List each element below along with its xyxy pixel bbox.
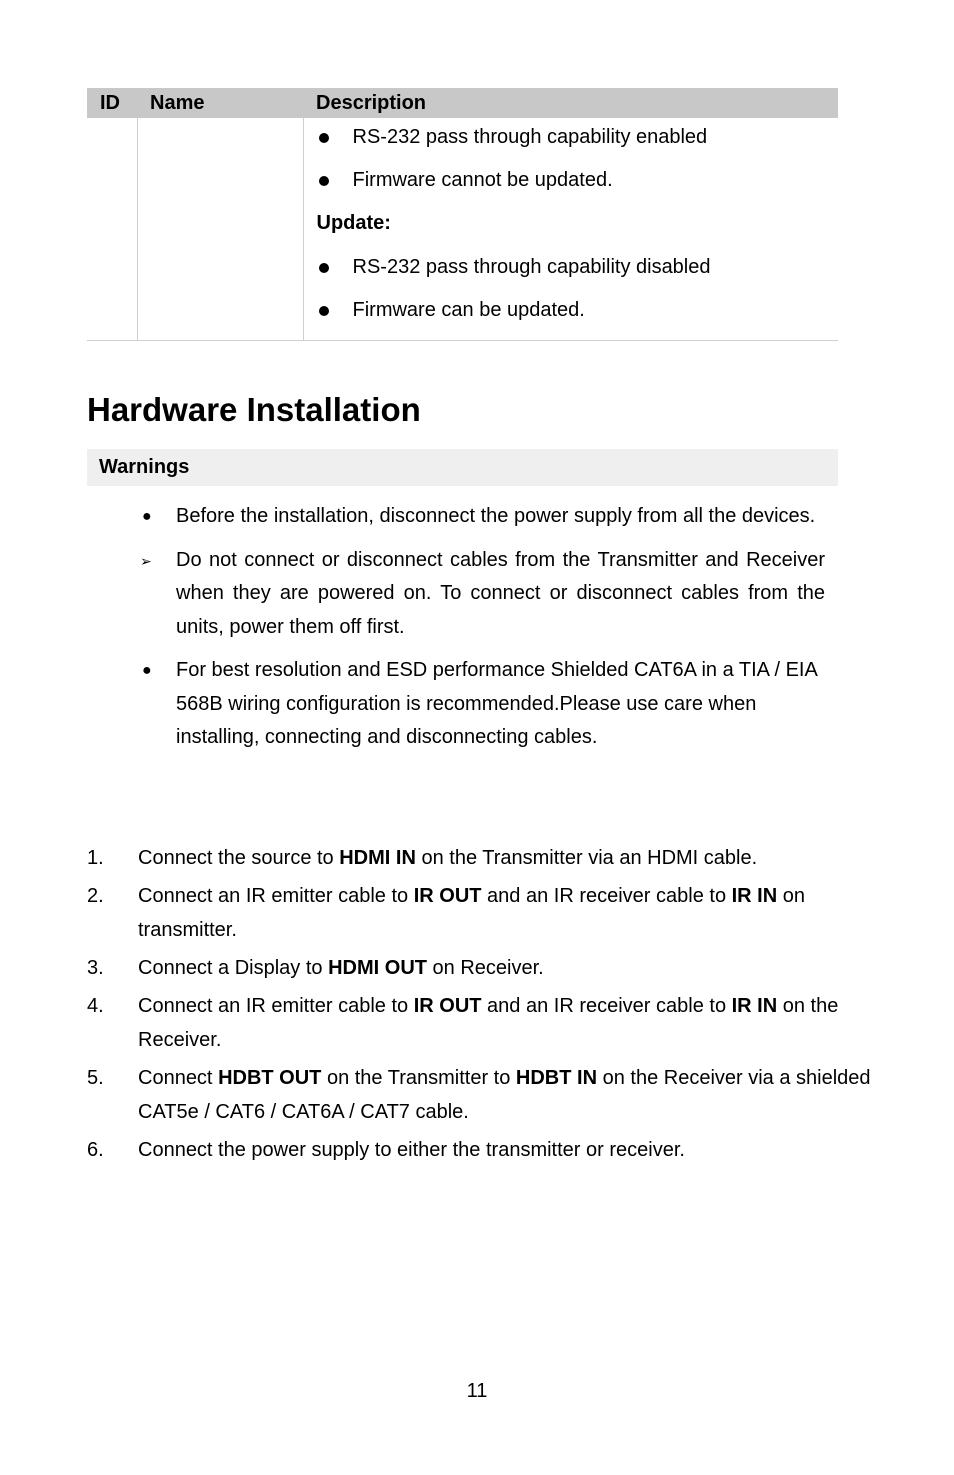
bullet-icon: ● (142, 508, 152, 525)
table-header-row (87, 88, 838, 118)
step-item (87, 879, 877, 947)
spec-table (87, 88, 838, 341)
step-number: 4. (87, 995, 104, 1017)
step-item (87, 841, 877, 875)
page-number: 11 (466, 1380, 488, 1402)
step-item (87, 951, 877, 985)
update-heading: Update: (316, 212, 391, 234)
step-number: 1. (87, 847, 104, 869)
step-number: 3. (87, 957, 104, 979)
step-item (87, 989, 877, 1057)
step-text: Connect the power supply to either the transmitter or receiver. (138, 1139, 685, 1161)
description-item-text: Firmware cannot be updated. (352, 169, 613, 191)
step-text: Connect an IR emitter cable to IR OUT and an IR receiver cable to IR IN on the Receiver. (138, 995, 839, 1051)
description-item (317, 297, 839, 340)
warning-text: Do not connect or disconnect cables from the Transmitter and Receiver when they are powered on. To connect or disconnect cables from the units, power them off first. (176, 548, 825, 638)
description-item (317, 167, 839, 210)
header-id: ID (87, 88, 137, 118)
bullet-icon: ● (142, 662, 152, 679)
step-number: 2. (87, 885, 104, 907)
section-title: Hardware Installation (87, 391, 421, 428)
warning-text: Before the installation, disconnect the power supply from all the devices. (176, 505, 816, 527)
warning-item (138, 544, 825, 645)
description-item (317, 254, 839, 297)
bullet-icon (319, 263, 329, 273)
table-row (87, 118, 838, 341)
step-number: 6. (87, 1139, 104, 1161)
warning-item (138, 654, 825, 755)
step-text: Connect HDBT OUT on the Transmitter to HDBT IN on the Receiver via a shielded CAT5e / CAT6 / CAT6A / CAT7 cable. (138, 1067, 871, 1123)
arrow-bullet-icon: ➢ (140, 552, 152, 569)
step-item (87, 1133, 877, 1167)
cell-description (303, 118, 838, 341)
description-item-text: RS-232 pass through capability enabled (352, 126, 708, 148)
header-description: Description (303, 88, 838, 118)
cell-name (137, 118, 303, 341)
bullet-icon (319, 176, 329, 186)
step-number: 5. (87, 1067, 104, 1089)
description-item (317, 124, 839, 167)
bullet-icon (319, 133, 329, 143)
step-text: Connect a Display to HDMI OUT on Receiver. (138, 957, 544, 979)
step-item (87, 1061, 877, 1129)
bullet-icon (319, 306, 329, 316)
step-text: Connect an IR emitter cable to IR OUT and an IR receiver cable to IR IN on transmitter. (138, 885, 805, 941)
installation-steps (87, 841, 877, 1171)
description-item-text: RS-232 pass through capability disabled (352, 256, 711, 278)
warning-text: For best resolution and ESD performance Shielded CAT6A in a TIA / EIA 568B wiring configuration is recommended.Please use care when installing, connecting and disconnecting cables. (176, 659, 817, 748)
warning-item (138, 500, 825, 534)
description-item-text: Firmware can be updated. (352, 299, 585, 321)
step-text: Connect the source to HDMI IN on the Transmitter via an HDMI cable. (138, 847, 758, 869)
warnings-heading: Warnings (87, 449, 838, 486)
header-name: Name (137, 88, 303, 118)
warnings-list (138, 500, 825, 755)
cell-id (87, 118, 137, 341)
